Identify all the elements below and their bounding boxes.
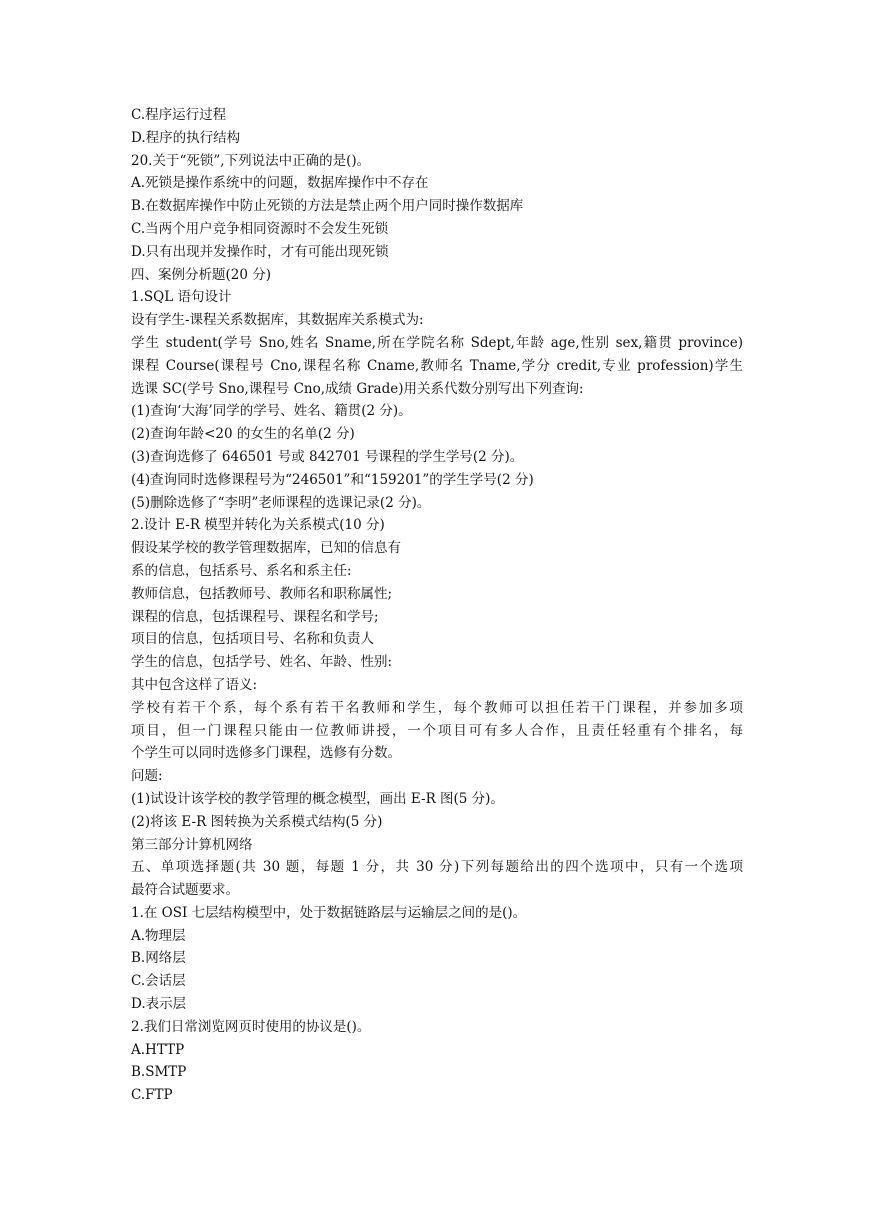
text-line: 选课 SC(学号 Sno,课程号 Cno,成绩 Grade)用关系代数分别写出下列查询: (131, 380, 584, 397)
text-line: 项目的信息，包括项目号、名称和负责人 (131, 631, 374, 648)
section-heading: 五、单项选择题(共 30 题，每题 1 分，共 30 分)下列每题给出的四个选项中，只有一个选项 (131, 859, 743, 876)
text-line: 课程的信息，包括课程号、课程名和学号; (131, 608, 379, 625)
query-item: (1)试设计该学校的教学管理的概念模型，画出 E-R 图(5 分)。 (131, 790, 504, 807)
text-line: 学校有若干个系，每个系有若干名教师和学生，每个教师可以担任若干门课程，并参加多项 (131, 699, 743, 716)
option-line: A.物理层 (131, 927, 186, 944)
question-stem: 20.关于“死锁”,下列说法中正确的是()。 (131, 152, 371, 169)
question-stem: 2.我们日常浏览网页时使用的协议是()。 (131, 1018, 371, 1035)
option-line: C.FTP (131, 1087, 173, 1104)
option-line: C.会话层 (131, 973, 186, 990)
option-line: C.当两个用户竞争相同资源时不会发生死锁 (131, 220, 389, 237)
text-line: 设有学生-课程关系数据库，其数据库关系模式为: (131, 312, 424, 329)
text-line: 最符合试题要求。 (131, 882, 239, 899)
text-line: 系的信息，包括系号、系名和系主任: (131, 562, 352, 579)
text-line: 教师信息，包括教师号、教师名和职称属性; (131, 585, 393, 602)
query-item: (2)查询年龄<20 的女生的名单(2 分) (131, 426, 355, 443)
text-line: D.程序的执行结构 (131, 129, 241, 146)
query-item: (5)删除选修了“李明”老师课程的选课记录(2 分)。 (131, 494, 431, 511)
option-line: D.表示层 (131, 996, 187, 1013)
text-line: C.程序运行过程 (131, 107, 227, 123)
text-line: 学生的信息，包括学号、姓名、年龄、性别: (131, 654, 393, 671)
text-line: 课程 Course(课程号 Cno,课程名称 Cname,教师名 Tname,学分 credit,专业 profession)学生 (131, 357, 743, 374)
text-line: 学生 student(学号 Sno,姓名 Sname,所在学院名称 Sdept,年龄 age,性别 sex,籍贯 province) (131, 334, 743, 351)
text-line: 问题: (131, 768, 163, 785)
query-item: (3)查询选修了 646501 号或 842701 号课程的学生学号(2 分)。 (131, 448, 524, 465)
query-item: (4)查询同时选修课程号为“246501”和“159201”的学生学号(2 分) (131, 471, 534, 488)
subsection-heading: 2.设计 E-R 模型并转化为关系模式(10 分) (131, 517, 385, 534)
text-line: 假设某学校的教学管理数据库，已知的信息有 (131, 540, 401, 557)
question-stem: 1.在 OSI 七层结构模型中，处于数据链路层与运输层之间的是()。 (131, 904, 527, 921)
subsection-heading: 1.SQL 语句设计 (131, 289, 232, 306)
option-line: A.死锁是操作系统中的问题，数据库操作中不存在 (131, 175, 429, 192)
query-item: (2)将该 E-R 图转换为关系模式结构(5 分) (131, 813, 383, 830)
text-line: 其中包含这样了语义: (131, 676, 258, 693)
text-line: 个学生可以同时选修多门课程，选修有分数。 (131, 745, 401, 762)
option-line: A.HTTP (131, 1041, 185, 1058)
option-line: D.只有出现并发操作时，才有可能出现死锁 (131, 243, 389, 260)
query-item: (1)查询‘大海’同学的学号、姓名、籍贯(2 分)。 (131, 403, 412, 420)
text-line: 项目，但一门课程只能由一位教师讲授，一个项目可有多人合作，且责任轻重有个排名，每 (131, 722, 743, 739)
document-page (131, 104, 743, 1107)
option-line: B.在数据库操作中防止死锁的方法是禁止两个用户同时操作数据库 (131, 198, 524, 215)
option-line: B.SMTP (131, 1064, 187, 1081)
part-heading: 第三部分计算机网络 (131, 836, 253, 853)
section-heading: 四、案例分析题(20 分) (131, 266, 272, 283)
option-line: B.网络层 (131, 950, 186, 967)
